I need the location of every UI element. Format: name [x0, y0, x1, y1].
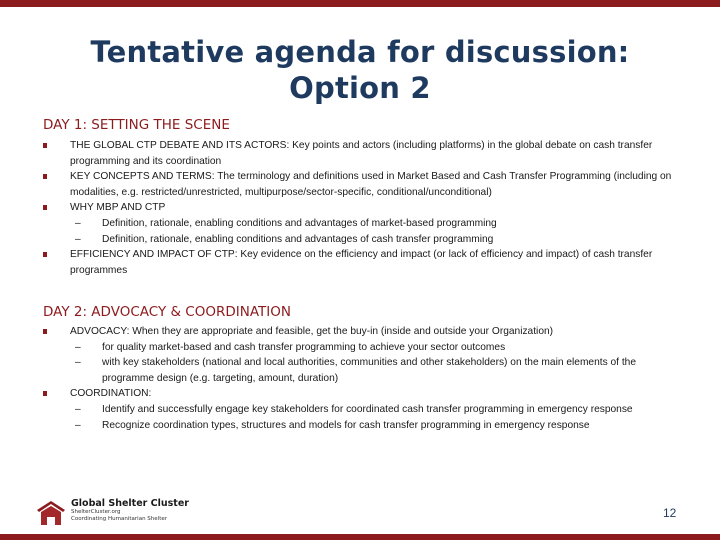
- agenda-subitem: [70, 216, 683, 232]
- organization-name: Global Shelter Cluster: [71, 498, 189, 509]
- agenda-subitem: [70, 340, 683, 356]
- agenda-item-text: ADVOCACY: When they are appropriate and feasible, get the buy-in (inside and outside your Organization): [70, 326, 554, 337]
- agenda-subitem: [70, 232, 683, 248]
- dash-marker: –: [75, 217, 81, 229]
- day2-list: [43, 324, 683, 433]
- agenda-subitem-list: [70, 216, 683, 247]
- agenda-item-text: THE GLOBAL CTP DEBATE AND ITS ACTORS: Key points and actors (including platforms) in the global debate on cash transfer programming and its coordination: [70, 140, 653, 167]
- agenda-item-text: WHY MBP AND CTP: [70, 202, 166, 214]
- agenda-item: [43, 200, 683, 247]
- agenda-item-text: COORDINATION:: [70, 388, 152, 400]
- agenda-item: [43, 138, 683, 169]
- agenda-subitem-text: Definition, rationale, enabling conditions and advantages of cash transfer programming: [102, 233, 494, 245]
- bullet-icon: [43, 205, 47, 210]
- agenda-item-text: EFFICIENCY AND IMPACT OF CTP: Key evidence on the efficiency and impact (or lack of efficiency and impact) of cash transfer programmes: [70, 249, 653, 276]
- dash-marker: –: [75, 233, 81, 245]
- agenda-subitem-text: for quality market-based and cash transfer programming to achieve your sector outcomes: [102, 341, 506, 353]
- day1-heading: DAY 1: SETTING THE SCENE: [43, 117, 230, 133]
- dash-marker: –: [75, 357, 81, 369]
- bullet-icon: [43, 329, 47, 334]
- agenda-item: [43, 324, 683, 386]
- bullet-icon: [43, 143, 47, 148]
- dash-marker: –: [75, 419, 81, 431]
- agenda-item: [43, 247, 683, 278]
- agenda-item: [43, 169, 683, 200]
- agenda-subitem: [70, 402, 683, 418]
- agenda-subitem-text: Definition, rationale, enabling conditions and advantages of market-based programming: [102, 217, 497, 229]
- slide-title-line-2: Option 2: [289, 71, 431, 105]
- agenda-item: [43, 386, 683, 433]
- agenda-subitem: [70, 355, 683, 386]
- agenda-subitem-text: with key stakeholders (national and local authorities, communities and other stakeholders) on the main elements of the programme design (e.g. targeting, amount, duration): [102, 357, 637, 384]
- agenda-subitem-list: [70, 340, 683, 387]
- agenda-subitem-text: Identify and successfully engage key stakeholders for coordinated cash transfer programming in emergency response: [102, 403, 633, 415]
- agenda-subitem: [70, 418, 683, 434]
- day2-heading: DAY 2: ADVOCACY & COORDINATION: [43, 304, 291, 320]
- page-number: 12: [663, 506, 677, 520]
- organization-tagline: Coordinating Humanitarian Shelter: [71, 516, 167, 522]
- agenda-subitem-list: [70, 402, 683, 433]
- organization-logo-text: [71, 498, 189, 523]
- dash-marker: –: [75, 403, 81, 415]
- top-accent-bar: [0, 0, 720, 7]
- dash-marker: –: [75, 341, 81, 353]
- bottom-accent-bar: [0, 534, 720, 540]
- slide-title: [0, 34, 720, 106]
- agenda-item-text: KEY CONCEPTS AND TERMS: The terminology and definitions used in Market Based and Cash Transfer Programming (including on modalities, e.g. restricted/unrestricted, multipurpose/sector-specific, conditional/unconditional): [70, 171, 672, 198]
- bullet-icon: [43, 391, 47, 396]
- bullet-icon: [43, 174, 47, 179]
- slide-title-line-1: Tentative agenda for discussion:: [90, 35, 630, 69]
- day1-list: [43, 138, 683, 278]
- shelter-house-icon: [36, 498, 66, 526]
- bullet-icon: [43, 252, 47, 257]
- agenda-subitem-text: Recognize coordination types, structures and models for cash transfer programming in emergency response: [102, 419, 590, 431]
- organization-website: ShelterCluster.org: [71, 509, 121, 515]
